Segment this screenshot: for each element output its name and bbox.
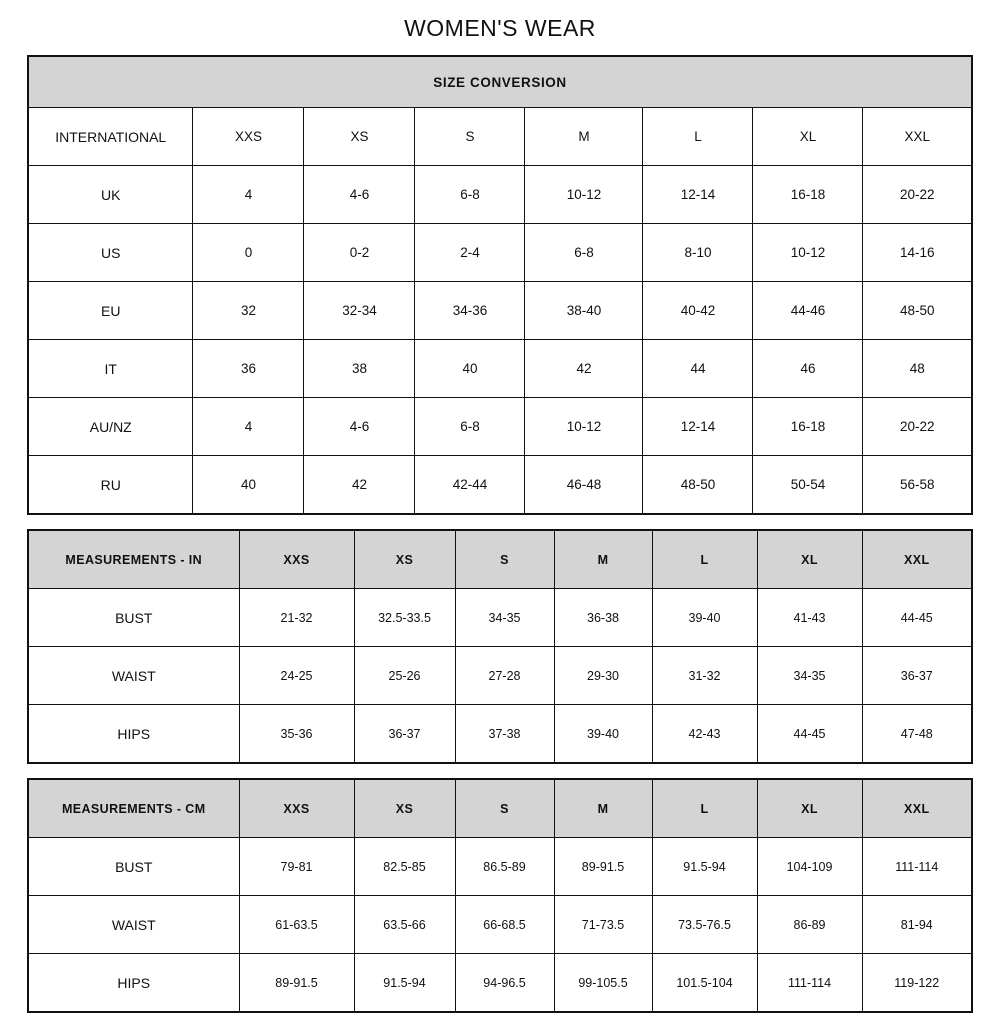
table-row bbox=[28, 589, 972, 647]
cell: 10-12 bbox=[525, 398, 643, 456]
cell: 81-94 bbox=[862, 896, 972, 954]
row-label-uk: UK bbox=[28, 166, 193, 224]
cell: 44 bbox=[643, 340, 753, 398]
cell: 35-36 bbox=[239, 705, 354, 764]
table-row bbox=[28, 456, 972, 515]
cell: 56-58 bbox=[863, 456, 972, 515]
table-banner-row bbox=[28, 56, 972, 108]
cell: 111-114 bbox=[862, 838, 972, 896]
cell: 48-50 bbox=[863, 282, 972, 340]
table-header-row bbox=[28, 108, 972, 166]
cell: 6-8 bbox=[415, 398, 525, 456]
header-cell-international: INTERNATIONAL bbox=[28, 108, 193, 166]
cell: 0 bbox=[193, 224, 304, 282]
size-conversion-table bbox=[27, 55, 973, 515]
cell: 27-28 bbox=[455, 647, 554, 705]
cell: 0-2 bbox=[304, 224, 415, 282]
cell: 46 bbox=[753, 340, 863, 398]
header-cell-m: M bbox=[525, 108, 643, 166]
table-row bbox=[28, 166, 972, 224]
table-row bbox=[28, 224, 972, 282]
row-label-hips: HIPS bbox=[28, 705, 239, 764]
header-cell-xl: XL bbox=[753, 108, 863, 166]
cell: 4 bbox=[193, 398, 304, 456]
cell: 25-26 bbox=[354, 647, 455, 705]
cell: 8-10 bbox=[643, 224, 753, 282]
header-cell-m: M bbox=[554, 779, 652, 838]
cell: 42-44 bbox=[415, 456, 525, 515]
header-cell-measurements-cm: MEASUREMENTS - CM bbox=[28, 779, 239, 838]
table-row bbox=[28, 282, 972, 340]
cell: 42-43 bbox=[652, 705, 757, 764]
cell: 14-16 bbox=[863, 224, 972, 282]
row-label-it: IT bbox=[28, 340, 193, 398]
cell: 104-109 bbox=[757, 838, 862, 896]
cell: 24-25 bbox=[239, 647, 354, 705]
cell: 42 bbox=[525, 340, 643, 398]
cell: 20-22 bbox=[863, 398, 972, 456]
header-cell-xxl: XXL bbox=[862, 530, 972, 589]
cell: 34-36 bbox=[415, 282, 525, 340]
cell: 16-18 bbox=[753, 166, 863, 224]
cell: 12-14 bbox=[643, 398, 753, 456]
header-cell-xxs: XXS bbox=[193, 108, 304, 166]
header-cell-xxl: XXL bbox=[862, 779, 972, 838]
cell: 42 bbox=[304, 456, 415, 515]
cell: 2-4 bbox=[415, 224, 525, 282]
size-conversion-banner: SIZE CONVERSION bbox=[28, 56, 972, 108]
header-cell-xl: XL bbox=[757, 530, 862, 589]
measurements-cm-table bbox=[27, 778, 973, 1013]
cell: 36 bbox=[193, 340, 304, 398]
cell: 73.5-76.5 bbox=[652, 896, 757, 954]
cell: 31-32 bbox=[652, 647, 757, 705]
cell: 91.5-94 bbox=[652, 838, 757, 896]
cell: 4-6 bbox=[304, 398, 415, 456]
cell: 4-6 bbox=[304, 166, 415, 224]
cell: 6-8 bbox=[415, 166, 525, 224]
page-title: WOMEN'S WEAR bbox=[404, 15, 596, 41]
header-cell-s: S bbox=[455, 530, 554, 589]
header-cell-s: S bbox=[455, 779, 554, 838]
cell: 48 bbox=[863, 340, 972, 398]
header-cell-xl: XL bbox=[757, 779, 862, 838]
cell: 36-38 bbox=[554, 589, 652, 647]
row-label-hips: HIPS bbox=[28, 954, 239, 1013]
cell: 82.5-85 bbox=[354, 838, 455, 896]
cell: 40 bbox=[193, 456, 304, 515]
cell: 16-18 bbox=[753, 398, 863, 456]
table-spacer bbox=[0, 515, 1000, 529]
cell: 89-91.5 bbox=[239, 954, 354, 1013]
cell: 4 bbox=[193, 166, 304, 224]
table-row bbox=[28, 954, 972, 1013]
cell: 32-34 bbox=[304, 282, 415, 340]
cell: 86-89 bbox=[757, 896, 862, 954]
header-cell-measurements-in: MEASUREMENTS - IN bbox=[28, 530, 239, 589]
cell: 48-50 bbox=[643, 456, 753, 515]
row-label-aunz: AU/NZ bbox=[28, 398, 193, 456]
table-spacer bbox=[0, 764, 1000, 778]
cell: 41-43 bbox=[757, 589, 862, 647]
header-cell-xs: XS bbox=[354, 530, 455, 589]
cell: 99-105.5 bbox=[554, 954, 652, 1013]
cell: 29-30 bbox=[554, 647, 652, 705]
cell: 36-37 bbox=[354, 705, 455, 764]
table-header-row bbox=[28, 530, 972, 589]
cell: 40 bbox=[415, 340, 525, 398]
cell: 44-45 bbox=[862, 589, 972, 647]
cell: 6-8 bbox=[525, 224, 643, 282]
cell: 10-12 bbox=[525, 166, 643, 224]
header-cell-xs: XS bbox=[304, 108, 415, 166]
cell: 91.5-94 bbox=[354, 954, 455, 1013]
header-cell-l: L bbox=[643, 108, 753, 166]
cell: 34-35 bbox=[455, 589, 554, 647]
header-cell-l: L bbox=[652, 530, 757, 589]
cell: 61-63.5 bbox=[239, 896, 354, 954]
cell: 38 bbox=[304, 340, 415, 398]
cell: 36-37 bbox=[862, 647, 972, 705]
cell: 38-40 bbox=[525, 282, 643, 340]
cell: 39-40 bbox=[652, 589, 757, 647]
cell: 44-46 bbox=[753, 282, 863, 340]
table-header-row bbox=[28, 779, 972, 838]
cell: 32.5-33.5 bbox=[354, 589, 455, 647]
cell: 47-48 bbox=[862, 705, 972, 764]
cell: 32 bbox=[193, 282, 304, 340]
table-row bbox=[28, 647, 972, 705]
table-row bbox=[28, 340, 972, 398]
header-cell-xxl: XXL bbox=[863, 108, 972, 166]
cell: 20-22 bbox=[863, 166, 972, 224]
cell: 40-42 bbox=[643, 282, 753, 340]
table-row bbox=[28, 398, 972, 456]
cell: 94-96.5 bbox=[455, 954, 554, 1013]
cell: 119-122 bbox=[862, 954, 972, 1013]
row-label-eu: EU bbox=[28, 282, 193, 340]
header-cell-xxs: XXS bbox=[239, 530, 354, 589]
cell: 89-91.5 bbox=[554, 838, 652, 896]
cell: 44-45 bbox=[757, 705, 862, 764]
cell: 21-32 bbox=[239, 589, 354, 647]
cell: 79-81 bbox=[239, 838, 354, 896]
row-label-waist: WAIST bbox=[28, 896, 239, 954]
table-row bbox=[28, 838, 972, 896]
cell: 10-12 bbox=[753, 224, 863, 282]
header-cell-l: L bbox=[652, 779, 757, 838]
cell: 39-40 bbox=[554, 705, 652, 764]
header-cell-xxs: XXS bbox=[239, 779, 354, 838]
cell: 101.5-104 bbox=[652, 954, 757, 1013]
cell: 86.5-89 bbox=[455, 838, 554, 896]
row-label-us: US bbox=[28, 224, 193, 282]
measurements-inches-table bbox=[27, 529, 973, 764]
row-label-bust: BUST bbox=[28, 838, 239, 896]
cell: 63.5-66 bbox=[354, 896, 455, 954]
cell: 46-48 bbox=[525, 456, 643, 515]
header-cell-xs: XS bbox=[354, 779, 455, 838]
cell: 50-54 bbox=[753, 456, 863, 515]
table-row bbox=[28, 896, 972, 954]
cell: 71-73.5 bbox=[554, 896, 652, 954]
header-cell-m: M bbox=[554, 530, 652, 589]
row-label-ru: RU bbox=[28, 456, 193, 515]
row-label-bust: BUST bbox=[28, 589, 239, 647]
table-row bbox=[28, 705, 972, 764]
cell: 37-38 bbox=[455, 705, 554, 764]
header-cell-s: S bbox=[415, 108, 525, 166]
cell: 66-68.5 bbox=[455, 896, 554, 954]
cell: 34-35 bbox=[757, 647, 862, 705]
cell: 12-14 bbox=[643, 166, 753, 224]
row-label-waist: WAIST bbox=[28, 647, 239, 705]
cell: 111-114 bbox=[757, 954, 862, 1013]
